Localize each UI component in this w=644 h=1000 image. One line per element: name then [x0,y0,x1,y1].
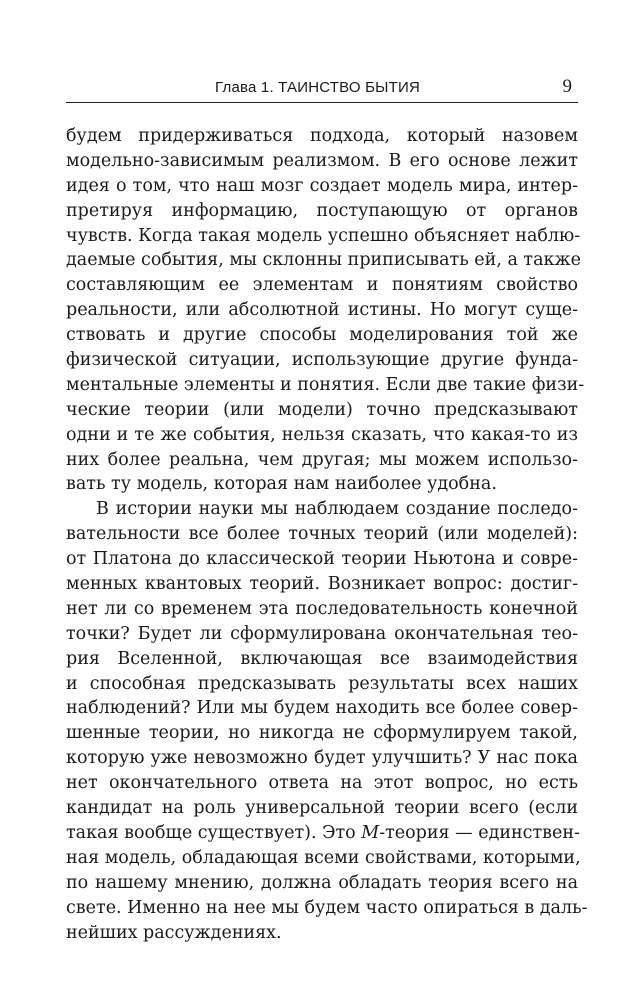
text-span: такая вообще существует). Это [66,822,362,843]
body-text [66,124,588,945]
running-head [66,76,578,103]
text-line: будем придерживаться подхода, который назовем [66,126,578,146]
text-line: ствовать и другие способы моделирования той же [66,325,578,346]
text-line: которую уже невозможно будет улучшить? У нас пока [66,748,578,769]
text-line: и способная предсказывать результаты всех наших [66,673,578,694]
text-line: идея о том, что наш мозг создает модель мира, интер- [66,175,578,196]
text-line: вательности все более точных теорий (или моделей): [66,524,578,545]
text-line: физической ситуации, использующие другие фунда- [66,350,578,371]
text-line: ментальные элементы и понятия. Если две такие физи- [66,374,585,395]
paragraph-1 [66,124,585,497]
text-line: рия Вселенной, включающая все взаимодействия [66,648,578,669]
text-line: шенные теории, но никогда не сформулируем такой, [66,723,578,744]
text-line: по нашему мнению, должна обладать теория всего на [66,872,578,893]
text-line: реальности, или абсолютной истины. Но могут суще- [66,300,578,321]
text-line [66,821,578,846]
text-line: от Платона до классической теории Ньютона и совре- [66,549,578,570]
chapter-title: Глава 1. ТАИНСТВО БЫТИЯ [215,79,420,96]
text-line: чувств. Когда такая модель успешно объясняет наблю- [66,225,581,246]
text-line: них более реальна, чем другая; мы можем использо- [66,449,578,470]
text-line: свете. Именно на нее мы будем часто опираться в даль- [66,897,588,918]
text-line: нет ли со временем эта последовательность конечной [66,598,578,619]
page-number: 9 [562,76,572,97]
text-line: точки? Будет ли сформулирована окончательная тео- [66,623,578,644]
text-line: ная модель, обладающая всеми свойствами, которыми, [66,847,581,868]
text-line: нет окончательного ответа на этот вопрос, но есть [66,773,578,794]
text-line: претируя информацию, поступающую от органов [66,200,578,221]
text-line: составляющим ее элементам и понятиям свойство [66,275,578,296]
paragraph-2 [66,497,588,945]
text-line: наблюдений? Или мы будем находить все более совер- [66,698,578,719]
text-line: кандидат на роль универсальной теории всего (если [66,798,578,819]
text-line: ческие теории (или модели) точно предсказывают [66,399,578,420]
m-theory-italic: M [361,822,380,843]
text-line: модельно-зависимым реализмом. В его основе лежит [66,150,578,171]
text-span: -теория — единствен- [379,822,580,843]
text-line: даемые события, мы склонны приписывать ей, а также [66,250,581,271]
text-line: В истории науки мы наблюдаем создание последо- [96,499,578,520]
text-line: менных квантовых теорий. Возникает вопрос: достиг- [66,574,578,595]
text-line: вать ту модель, которая нам наиболее удобна. [66,474,497,495]
text-line: нейших рассуждениях. [66,922,282,943]
text-line: одни и те же события, нельзя сказать, что какая-то из [66,424,578,445]
